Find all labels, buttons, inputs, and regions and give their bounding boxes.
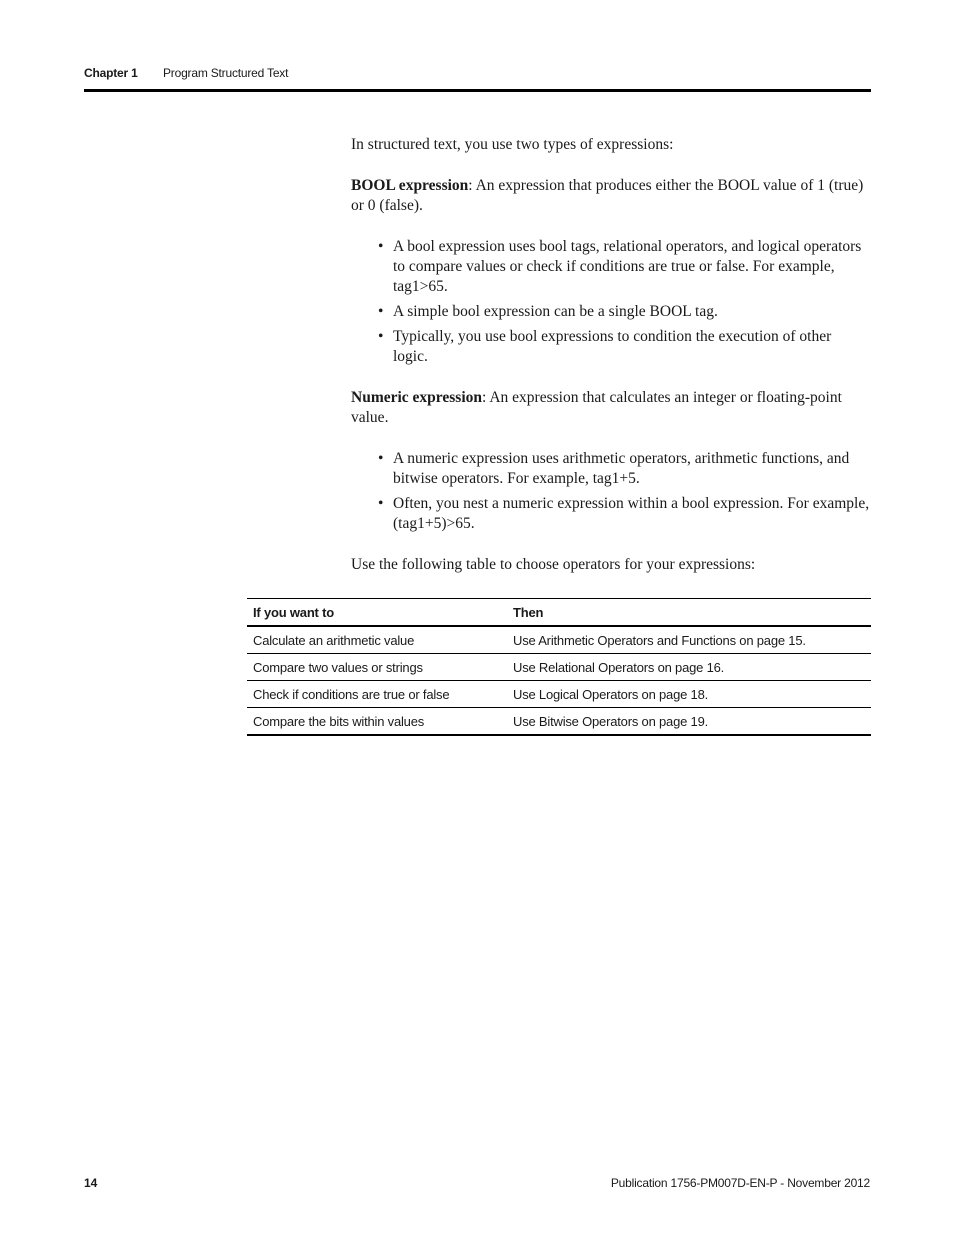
operators-table <box>247 598 871 736</box>
table-cell-goal: Check if conditions are true or false <box>253 686 450 702</box>
column-header-then: Then <box>513 604 544 620</box>
page-header <box>84 66 871 88</box>
bool-expression-paragraph <box>351 176 871 216</box>
header-rule <box>84 89 871 92</box>
list-item <box>378 494 870 534</box>
list-item <box>378 327 870 367</box>
bool-expression-bullet-list <box>378 237 870 372</box>
list-item <box>378 302 870 322</box>
bullet-glyph: • <box>378 450 384 467</box>
page-number: 14 <box>84 1176 98 1190</box>
table-row <box>247 708 871 736</box>
table-row <box>247 626 871 654</box>
numeric-expression-bullet-list <box>378 449 870 539</box>
chapter-label: Chapter 1 <box>84 66 138 80</box>
list-item <box>378 449 870 489</box>
bullet-text: A simple bool expression can be a single BOOL tag. <box>393 303 718 320</box>
section-title: Program Structured Text <box>163 66 289 80</box>
table-cell-goal: Compare the bits within values <box>253 713 425 729</box>
numeric-expression-definition: : An expression that calculates an integer or floating-point value. <box>351 389 842 426</box>
table-cell-action: Use Arithmetic Operators and Functions on page 15. <box>513 632 806 648</box>
intro-paragraph: In structured text, you use two types of expressions: <box>351 136 674 153</box>
table-row <box>247 654 871 681</box>
bullet-glyph: • <box>378 328 384 345</box>
bullet-glyph: • <box>378 495 384 512</box>
bool-expression-definition: : An expression that produces either the BOOL value of 1 (true) or 0 (false). <box>351 177 864 214</box>
column-header-if-you-want-to: If you want to <box>253 604 334 620</box>
table-header-row <box>247 599 871 627</box>
table-intro-paragraph: Use the following table to choose operators for your expressions: <box>351 556 756 573</box>
numeric-expression-paragraph <box>351 388 871 428</box>
table-row <box>247 681 871 708</box>
table-cell-action: Use Bitwise Operators on page 19. <box>513 713 709 729</box>
bullet-glyph: • <box>378 238 384 255</box>
bullet-text: A numeric expression uses arithmetic operators, arithmetic functions, and bitwise operators. For example, tag1+5. <box>393 450 850 487</box>
publication-info: Publication 1756-PM007D-EN-P - November 2012 <box>610 1176 870 1190</box>
table-cell-goal: Calculate an arithmetic value <box>253 632 415 648</box>
numeric-expression-term: Numeric expression <box>351 389 483 406</box>
table-cell-action: Use Relational Operators on page 16. <box>513 659 725 675</box>
bool-expression-term: BOOL expression <box>351 177 469 194</box>
bullet-text: Often, you nest a numeric expression within a bool expression. For example, (tag1+5)>65. <box>393 495 870 532</box>
table-cell-action: Use Logical Operators on page 18. <box>513 686 709 702</box>
table-cell-goal: Compare two values or strings <box>253 659 423 675</box>
bullet-text: A bool expression uses bool tags, relational operators, and logical operators to compare values or check if conditions are true or false. For example, tag1>65. <box>393 238 862 295</box>
bullet-text: Typically, you use bool expressions to condition the execution of other logic. <box>393 328 832 365</box>
bullet-glyph: • <box>378 303 384 320</box>
list-item <box>378 237 870 297</box>
